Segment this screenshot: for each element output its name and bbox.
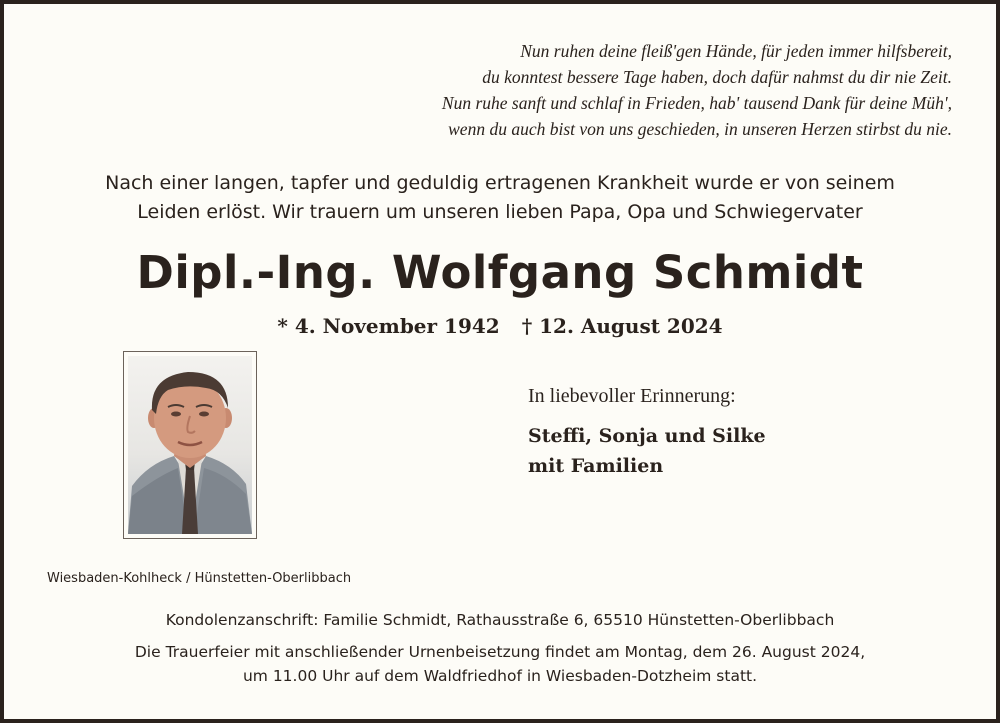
condolence-address: Kondolenzanschrift: Familie Schmidt, Rathausstraße 6, 65510 Hünstetten-Oberlibbach: [165, 611, 835, 629]
funeral-details: [0, 640, 1000, 688]
place-of-residence: Wiesbaden-Kohlheck / Hünstetten-Oberlibbach: [47, 571, 352, 586]
poem-line: wenn du auch bist von uns geschieden, in unseren Herzen stirbst du nie.: [448, 119, 952, 139]
poem-line: Nun ruhen deine fleiß'gen Hände, für jeden immer hilfsbereit,: [520, 41, 952, 61]
deceased-name: Dipl.-Ing. Wolfgang Schmidt: [136, 246, 864, 299]
remembrance-heading: In liebevoller Erinnerung:: [528, 385, 736, 407]
mourners-line: Steffi, Sonja und Silke: [528, 425, 766, 447]
mourners-list: [528, 421, 766, 481]
funeral-line: um 11.00 Uhr auf dem Waldfriedhof in Wiesbaden-Dotzheim statt.: [242, 667, 758, 685]
birth-date: * 4. November 1942: [277, 314, 500, 338]
announcement-text: [0, 169, 1000, 227]
portrait-photo-image: [128, 356, 252, 534]
announcement-line: Nach einer langen, tapfer und geduldig ertragenen Krankheit wurde er von seinem: [105, 172, 895, 194]
portrait-photo: [128, 356, 252, 534]
mourners-line: mit Familien: [528, 455, 664, 477]
poem-line: du konntest bessere Tage haben, doch dafür nahmst du dir nie Zeit.: [482, 67, 952, 87]
poem-line: Nun ruhe sanft und schlaf in Frieden, hab' tausend Dank für deine Müh',: [441, 93, 952, 113]
portrait-photo-frame: [123, 351, 257, 539]
life-dates: [0, 312, 1000, 340]
memorial-poem: [442, 38, 952, 142]
funeral-line: Die Trauerfeier mit anschließender Urnenbeisetzung findet am Montag, dem 26. August 2024,: [134, 643, 866, 661]
announcement-line: Leiden erlöst. Wir trauern um unseren lieben Papa, Opa und Schwiegervater: [137, 201, 863, 223]
death-date: † 12. August 2024: [521, 314, 723, 338]
